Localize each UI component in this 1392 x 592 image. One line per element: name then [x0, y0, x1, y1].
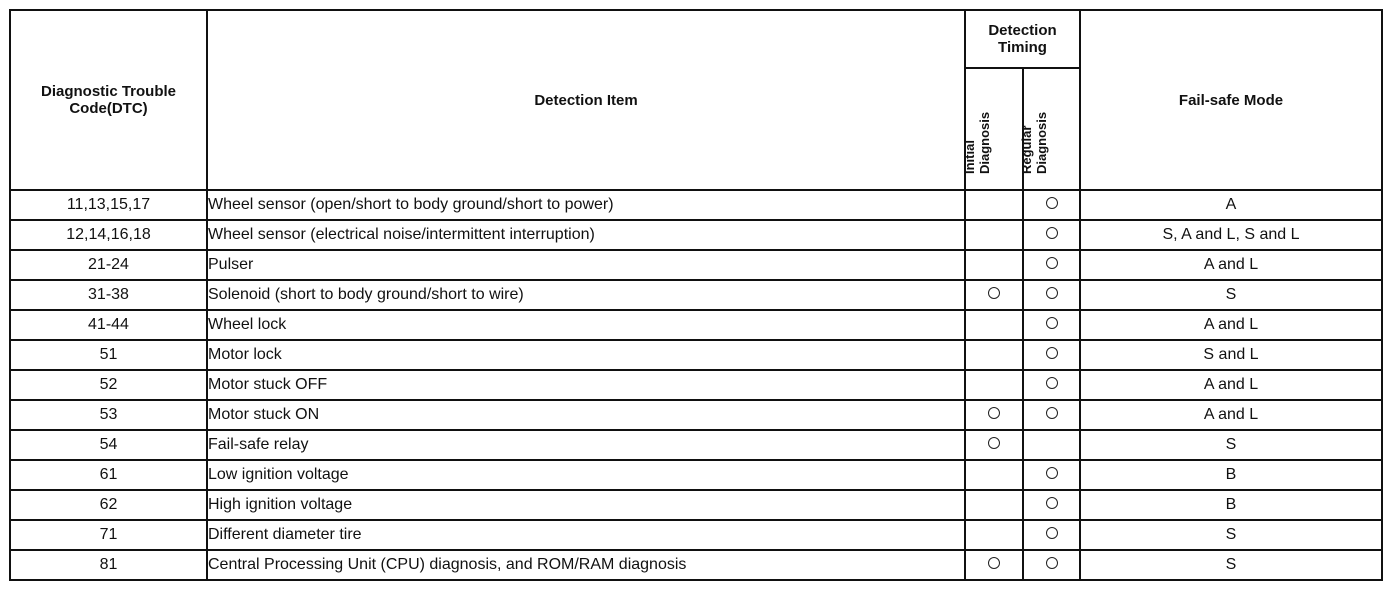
initial-diagnosis-cell: [965, 280, 1023, 310]
dtc-code-cell: 54: [10, 430, 207, 460]
fail-safe-mode-cell: A and L: [1080, 370, 1382, 400]
header-regular-diagnosis: Regular Diagnosis: [1023, 68, 1080, 190]
fail-safe-mode-cell: S: [1080, 430, 1382, 460]
table-row: [10, 400, 1382, 430]
regular-diagnosis-cell: [1023, 520, 1080, 550]
regular-diagnosis-cell: [1023, 490, 1080, 520]
header-detection-item: Detection Item: [207, 10, 965, 190]
initial-diagnosis-cell: [965, 250, 1023, 280]
fail-safe-mode-cell: S: [1080, 280, 1382, 310]
circle-mark-icon: [988, 437, 1000, 449]
initial-diagnosis-cell: [965, 400, 1023, 430]
initial-diagnosis-cell: [965, 490, 1023, 520]
fail-safe-mode-cell: B: [1080, 460, 1382, 490]
detection-item-cell: Motor stuck OFF: [207, 370, 965, 400]
initial-diagnosis-cell: [965, 430, 1023, 460]
dtc-code-cell: 52: [10, 370, 207, 400]
circle-mark-icon: [1046, 497, 1058, 509]
regular-diagnosis-cell: [1023, 220, 1080, 250]
detection-item-cell: Motor stuck ON: [207, 400, 965, 430]
table-row: [10, 220, 1382, 250]
dtc-code-cell: 61: [10, 460, 207, 490]
dtc-code-cell: 31-38: [10, 280, 207, 310]
dtc-table: [9, 9, 1383, 581]
dtc-code-cell: 53: [10, 400, 207, 430]
fail-safe-mode-cell: S and L: [1080, 340, 1382, 370]
circle-mark-icon: [988, 557, 1000, 569]
detection-item-cell: Wheel sensor (electrical noise/intermittent interruption): [207, 220, 965, 250]
circle-mark-icon: [1046, 407, 1058, 419]
regular-diagnosis-cell: [1023, 250, 1080, 280]
circle-mark-icon: [1046, 527, 1058, 539]
table-header: [10, 10, 1382, 190]
regular-diagnosis-cell: [1023, 340, 1080, 370]
circle-mark-icon: [1046, 287, 1058, 299]
initial-diagnosis-cell: [965, 460, 1023, 490]
circle-mark-icon: [1046, 347, 1058, 359]
header-fail-safe-mode: Fail-safe Mode: [1080, 10, 1382, 190]
fail-safe-mode-cell: A: [1080, 190, 1382, 220]
detection-item-cell: Wheel lock: [207, 310, 965, 340]
fail-safe-mode-cell: A and L: [1080, 250, 1382, 280]
detection-item-cell: Solenoid (short to body ground/short to wire): [207, 280, 965, 310]
regular-diagnosis-cell: [1023, 310, 1080, 340]
regular-diagnosis-cell: [1023, 430, 1080, 460]
dtc-code-cell: 62: [10, 490, 207, 520]
circle-mark-icon: [988, 407, 1000, 419]
circle-mark-icon: [1046, 257, 1058, 269]
initial-diagnosis-cell: [965, 220, 1023, 250]
table-row: [10, 280, 1382, 310]
initial-diagnosis-cell: [965, 340, 1023, 370]
initial-diagnosis-cell: [965, 520, 1023, 550]
regular-diagnosis-cell: [1023, 280, 1080, 310]
table-row: [10, 550, 1382, 580]
fail-safe-mode-cell: S: [1080, 520, 1382, 550]
initial-diagnosis-cell: [965, 310, 1023, 340]
fail-safe-mode-cell: A and L: [1080, 310, 1382, 340]
table-row: [10, 340, 1382, 370]
regular-diagnosis-cell: [1023, 400, 1080, 430]
dtc-code-cell: 81: [10, 550, 207, 580]
circle-mark-icon: [1046, 377, 1058, 389]
table-row: [10, 190, 1382, 220]
table-row: [10, 310, 1382, 340]
regular-diagnosis-cell: [1023, 550, 1080, 580]
circle-mark-icon: [988, 287, 1000, 299]
regular-diagnosis-cell: [1023, 370, 1080, 400]
detection-item-cell: Low ignition voltage: [207, 460, 965, 490]
fail-safe-mode-cell: S, A and L, S and L: [1080, 220, 1382, 250]
fail-safe-mode-cell: B: [1080, 490, 1382, 520]
table-row: [10, 250, 1382, 280]
detection-item-cell: Different diameter tire: [207, 520, 965, 550]
regular-diagnosis-cell: [1023, 460, 1080, 490]
table-row: [10, 460, 1382, 490]
detection-item-cell: Motor lock: [207, 340, 965, 370]
dtc-code-cell: 41-44: [10, 310, 207, 340]
table-row: [10, 430, 1382, 460]
dtc-code-cell: 12,14,16,18: [10, 220, 207, 250]
circle-mark-icon: [1046, 317, 1058, 329]
dtc-code-cell: 51: [10, 340, 207, 370]
dtc-code-cell: 11,13,15,17: [10, 190, 207, 220]
initial-diagnosis-cell: [965, 550, 1023, 580]
header-initial-diagnosis: Initial Diagnosis: [965, 68, 1023, 190]
initial-diagnosis-cell: [965, 370, 1023, 400]
fail-safe-mode-cell: S: [1080, 550, 1382, 580]
fail-safe-mode-cell: A and L: [1080, 400, 1382, 430]
dtc-code-cell: 71: [10, 520, 207, 550]
circle-mark-icon: [1046, 557, 1058, 569]
detection-item-cell: Central Processing Unit (CPU) diagnosis, and ROM/RAM diagnosis: [207, 550, 965, 580]
detection-item-cell: Pulser: [207, 250, 965, 280]
table-row: [10, 520, 1382, 550]
circle-mark-icon: [1046, 227, 1058, 239]
table-row: [10, 490, 1382, 520]
initial-diagnosis-cell: [965, 190, 1023, 220]
detection-item-cell: Fail-safe relay: [207, 430, 965, 460]
detection-item-cell: High ignition voltage: [207, 490, 965, 520]
header-dtc: Diagnostic Trouble Code(DTC): [10, 10, 207, 190]
table-row: [10, 370, 1382, 400]
dtc-code-cell: 21-24: [10, 250, 207, 280]
detection-item-cell: Wheel sensor (open/short to body ground/short to power): [207, 190, 965, 220]
circle-mark-icon: [1046, 467, 1058, 479]
regular-diagnosis-cell: [1023, 190, 1080, 220]
circle-mark-icon: [1046, 197, 1058, 209]
header-detection-timing: Detection Timing: [965, 10, 1080, 68]
table-body: [10, 190, 1382, 580]
